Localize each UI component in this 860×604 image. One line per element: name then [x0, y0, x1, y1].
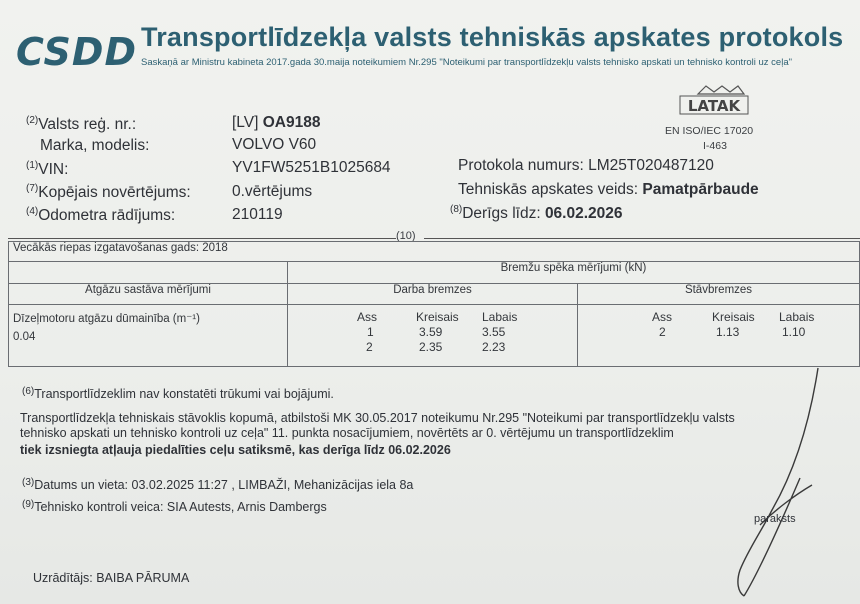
parking-axle-header: Ass: [652, 310, 673, 324]
date-place: $^{(3)}$Datums un vieta: 03.02.2025 11:27 , LIMBAŽI, Mehanizācijas iela 8a: [22, 477, 414, 492]
service-right-header: Labais: [482, 310, 518, 324]
inspector: $^{(9)}$Tehnisko kontroli veica: SIA Autests, Arnis Dambergs: [22, 499, 327, 514]
section-rule-left: [8, 238, 396, 239]
statement-line-1: Transportlīdzekļa tehniskais stāvoklis kopumā, atbilstoši MK 30.05.2017 noteikumu Nr.295 "Noteikumi par transportlīdzekļu valsts: [20, 411, 735, 425]
latak-logo-text: LATAK: [687, 97, 741, 115]
odometer-label: $^{(4)}$Odometra rādījums:: [26, 206, 176, 224]
reg-nr-label: $^{(2)}$Valsts reģ. nr.:: [26, 115, 137, 133]
exhaust-header: Atgāzu sastāva mērījumi: [9, 284, 288, 305]
parking-right-header: Labais: [779, 310, 815, 324]
brake-header: Bremžu spēka mērījumi (kN): [288, 262, 860, 284]
vin-value: YV1FW5251B1025684: [232, 159, 391, 176]
signature-label: paraksts: [754, 513, 796, 525]
service-row-2-axle: 2: [366, 340, 373, 354]
empty-cell: [9, 262, 288, 284]
valid-until: $^{(8)}$Derīgs līdz: 06.02.2026: [450, 204, 623, 222]
make-model-label: Marka, modelis:: [40, 137, 150, 154]
parking-brake-header: Stāvbremzes: [578, 284, 860, 305]
csdd-logo: CSDD: [16, 30, 137, 74]
service-row-1-left: 3.59: [419, 325, 443, 339]
overall-value: 0.vērtējums: [232, 183, 313, 200]
accreditation-number: I-463: [703, 140, 727, 152]
inspection-type: Tehniskās apskates veids: Pamatpārbaude: [458, 181, 759, 198]
service-brake-header: Darba bremzes: [288, 284, 578, 305]
parking-row-1-left: 1.13: [716, 325, 740, 339]
exhaust-label: Dīzeļmotoru atgāzu dūmainība (m⁻¹): [13, 313, 200, 325]
vin-label: $^{(1)}$VIN:: [26, 160, 69, 178]
document-subtitle: Saskaņā ar Ministru kabineta 2017.gada 30.maija noteikumiem Nr.295 "Noteikumi par transportlīdzekļu valsts tehnisko apskati un tehnisko kontroli uz ceļa": [141, 57, 792, 68]
handwritten-signature: [700, 360, 830, 604]
protocol-nr: Protokola numurs: LM25T020487120: [458, 157, 714, 174]
service-left-header: Kreisais: [416, 310, 459, 324]
defects-note: $^{(6)}$Transportlīdzeklim nav konstatēti trūkumi vai bojājumi.: [22, 386, 334, 401]
exhaust-value: 0.04: [13, 331, 36, 343]
tire-year-cell: Vecākās riepas izgatavošanas gads: 2018: [9, 242, 860, 262]
section-10-mark: (10): [396, 230, 416, 242]
parking-row-1-axle: 2: [659, 325, 666, 339]
service-axle-header: Ass: [357, 310, 378, 324]
parking-left-header: Kreisais: [712, 310, 755, 324]
service-row-2-right: 2.23: [482, 340, 506, 354]
document-title: Transportlīdzekļa valsts tehniskās apskates protokols: [141, 22, 844, 52]
reg-nr-value: [LV] OA9188: [232, 114, 321, 131]
prepared-by: Uzrādītājs: BAIBA PĀRUMA: [33, 571, 190, 585]
section-rule-right: [424, 238, 860, 239]
service-row-1-axle: 1: [367, 325, 374, 339]
make-model-value: VOLVO V60: [232, 136, 317, 153]
accreditation-standard: EN ISO/IEC 17020: [665, 125, 754, 137]
service-row-2-left: 2.35: [419, 340, 443, 354]
statement-bold: tiek izsniegta atļauja piedalīties ceļu satiksmē, kas derīga līdz 06.02.2026: [20, 443, 451, 457]
parking-row-1-right: 1.10: [782, 325, 806, 339]
service-row-1-right: 3.55: [482, 325, 506, 339]
exhaust-cell: [9, 305, 288, 367]
statement-line-2: tehnisko apskati un tehnisko kontroli uz ceļa" 11. punkta nosacījumiem, novērtēts ar 0. vērtējumu un transportlīdzeklim: [20, 426, 674, 440]
overall-label: $^{(7)}$Kopējais novērtējums:: [26, 183, 191, 201]
odometer-value: 210119: [232, 206, 283, 223]
